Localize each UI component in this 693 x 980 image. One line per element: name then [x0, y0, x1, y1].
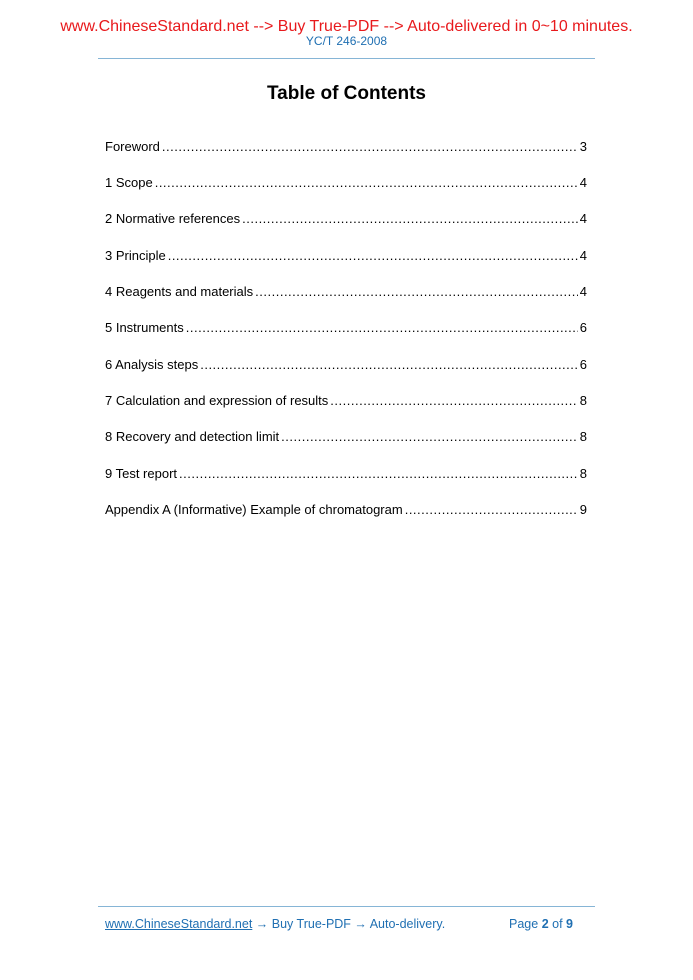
page-indicator [509, 916, 573, 932]
promo-banner: www.ChineseStandard.net --> Buy True-PDF --> Auto-delivered in 0~10 minutes. [60, 18, 633, 35]
toc-dot-leader [405, 501, 578, 519]
toc-entry-page: 4 [579, 248, 587, 263]
toc-entry-label: 6 Analysis steps [105, 357, 199, 372]
toc-entry-label: 7 Calculation and expression of results [105, 393, 329, 408]
toc-dot-leader [255, 283, 578, 301]
toc-dot-leader [162, 138, 578, 156]
toc-entry-page: 8 [579, 466, 587, 481]
toc-entry-page: 8 [579, 429, 587, 444]
toc-entry-recovery-and-detection-limit[interactable] [105, 428, 587, 446]
standard-code: YC/T 246-2008 [305, 34, 388, 48]
footer-promo [105, 916, 445, 932]
toc-entry-instruments[interactable] [105, 319, 587, 337]
toc-entry-calculation-and-expression[interactable] [105, 392, 587, 410]
footer-promo-text: → Buy True-PDF → Auto-delivery. [252, 917, 446, 931]
toc-entry-label: Appendix A (Informative) Example of chromatogram [105, 502, 403, 517]
toc-entry-reagents-and-materials[interactable] [105, 283, 587, 301]
toc-entry-analysis-steps[interactable] [105, 356, 587, 374]
page-title: Table of Contents [266, 83, 427, 104]
toc-entry-label: 3 Principle [105, 248, 166, 263]
toc-dot-leader [179, 465, 578, 483]
toc-entry-page: 9 [579, 502, 587, 517]
current-page-number: 2 [541, 917, 549, 931]
header-divider [98, 58, 595, 59]
toc-entry-page: 6 [579, 320, 587, 335]
toc-entry-label: 8 Recovery and detection limit [105, 429, 280, 444]
toc-entry-page: 4 [579, 284, 587, 299]
toc-entry-page: 4 [579, 211, 587, 226]
toc-entry-label: 9 Test report [105, 466, 178, 481]
toc-dot-leader [281, 428, 578, 446]
page-of-word: of [552, 917, 563, 931]
toc-entry-page: 6 [579, 357, 587, 372]
toc-entry-label: 4 Reagents and materials [105, 284, 254, 299]
toc-entry-foreword[interactable] [105, 138, 587, 156]
toc-dot-leader [168, 247, 578, 265]
toc-entry-principle[interactable] [105, 247, 587, 265]
toc-dot-leader [155, 174, 578, 192]
toc-entry-label: 1 Scope [105, 175, 153, 190]
toc-dot-leader [330, 392, 577, 410]
toc-dot-leader [242, 210, 578, 228]
toc-entry-label: Foreword [105, 139, 160, 154]
toc-entry-label: 2 Normative references [105, 211, 241, 226]
footer-divider [98, 906, 595, 907]
toc-entry-page: 4 [579, 175, 587, 190]
toc-entry-label: 5 Instruments [105, 320, 184, 335]
total-pages-number: 9 [566, 917, 573, 931]
footer-site-link[interactable]: www.ChineseStandard.net [105, 917, 253, 931]
toc-entry-appendix-a[interactable] [105, 501, 587, 519]
page-word: Page [509, 917, 539, 931]
toc-entry-test-report[interactable] [105, 465, 587, 483]
toc-entry-scope[interactable] [105, 174, 587, 192]
toc-entry-page: 8 [579, 393, 587, 408]
toc-dot-leader [186, 319, 578, 337]
toc-entry-page: 3 [579, 139, 587, 154]
toc-entry-normative-references[interactable] [105, 210, 587, 228]
toc-dot-leader [200, 356, 578, 374]
